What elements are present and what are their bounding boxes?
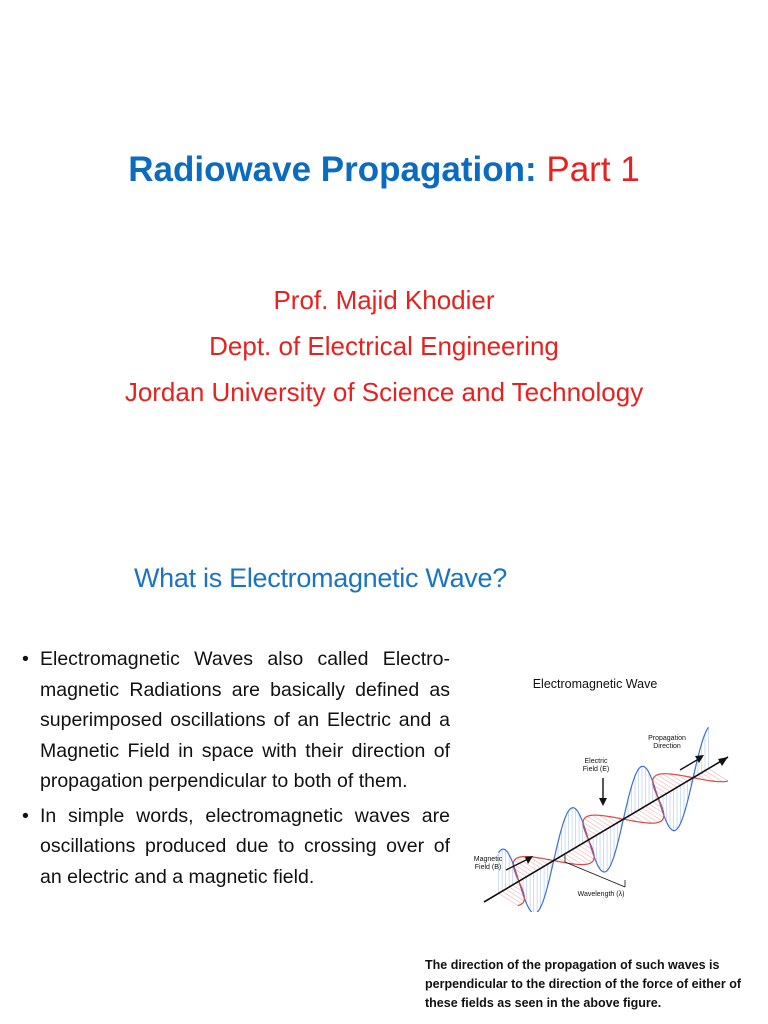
em-wave-diagram — [470, 677, 750, 912]
magnetic-field-curve — [513, 774, 728, 906]
bullet-dot-icon: • — [22, 648, 29, 670]
title-main: Radiowave Propagation: — [128, 150, 537, 189]
slide-title — [0, 146, 768, 194]
author-department: Dept. of Electrical Engineering — [209, 331, 559, 361]
slide-heading: What is Electromagnetic Wave? — [134, 563, 507, 593]
bullet-item — [22, 801, 450, 893]
wavelength-bracket — [565, 862, 625, 887]
figure-title: Electromagnetic Wave — [532, 677, 658, 691]
propagation-direction-label: Propagation Direction — [648, 735, 686, 750]
magnetic-field-label: Magnetic Field (B) — [473, 856, 503, 871]
author-university: Jordan University of Science and Technology — [124, 377, 644, 407]
author-name: Prof. Majid Khodier — [273, 285, 495, 315]
magnetic-field-wave — [499, 769, 728, 906]
em-wave-figure — [470, 677, 750, 912]
electric-pointer-arrowhead-icon — [599, 798, 607, 806]
bullet-list — [22, 644, 450, 896]
electric-field-wave — [499, 727, 709, 912]
propagation-axis — [484, 757, 728, 902]
axis-arrowhead-icon — [718, 757, 728, 766]
wavelength-label: Wavelength (λ) — [577, 891, 625, 898]
figure-caption: The direction of the propagation of such waves is perpendicular to the direction of the force of either of these fields as seen in the above figure. — [425, 958, 741, 1010]
bullet-text: In simple words, electromagnetic waves are oscillations produced due to crossing over of an electric and a magnetic field. — [40, 804, 450, 888]
title-part: Part 1 — [546, 150, 640, 189]
bullet-item — [22, 644, 450, 797]
electric-field-label: Electric Field (E) — [582, 758, 610, 773]
bullet-dot-icon: • — [22, 804, 29, 827]
bullet-text: Electromagnetic Waves also called Electro-magnetic Radiations are basically defined as superimposed oscillations of an Electric and a Magnetic Field in space with their direction of propagation perpendicular to both of them. — [40, 648, 450, 792]
content-slide — [0, 512, 768, 1024]
